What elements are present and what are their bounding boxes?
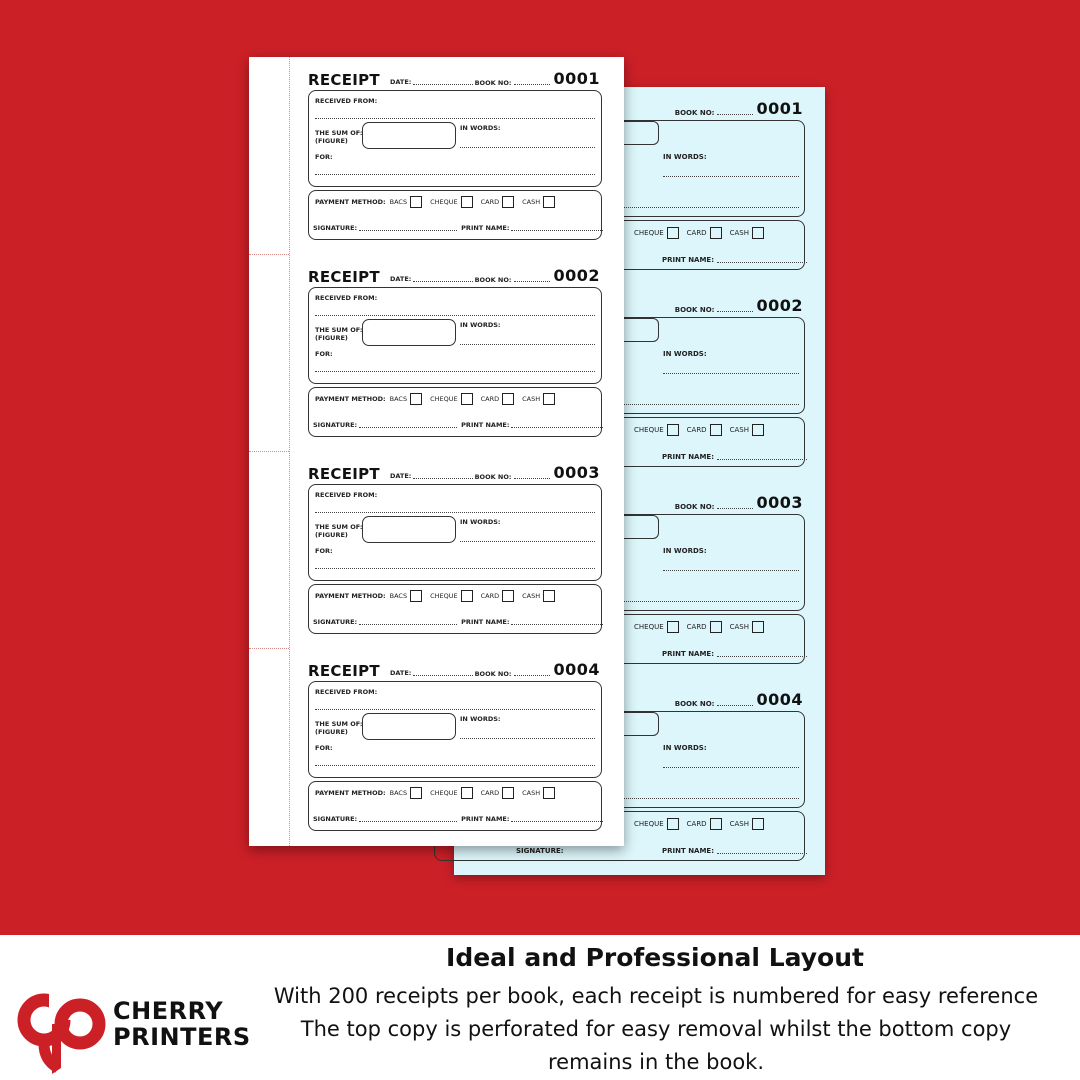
- in-words-label: IN WORDS:: [663, 153, 707, 161]
- checkbox[interactable]: [667, 818, 679, 830]
- figure-label: (FIGURE): [315, 137, 348, 145]
- signature-field[interactable]: [359, 821, 457, 822]
- sum-figure-box[interactable]: [362, 122, 456, 149]
- for-label: FOR:: [315, 153, 333, 161]
- sum-figure-box[interactable]: [362, 516, 456, 543]
- checkbox[interactable]: [410, 196, 422, 208]
- receipt-title: RECEIPT: [308, 662, 380, 680]
- signature-row: [313, 224, 603, 232]
- receipt-number: 0001: [756, 99, 803, 118]
- footer-heading: Ideal and Professional Layout: [446, 943, 864, 972]
- print-name-field[interactable]: [511, 427, 603, 428]
- checkbox[interactable]: [410, 590, 422, 602]
- checkbox[interactable]: [543, 393, 555, 405]
- print-name-label: PRINT NAME:: [662, 650, 715, 658]
- book-no-label: BOOK NO:: [474, 276, 512, 284]
- in-words-label: IN WORDS:: [663, 744, 707, 752]
- print-name-row: [662, 847, 807, 855]
- receipt-number: 0001: [553, 69, 600, 88]
- in-words-label: IN WORDS:: [663, 350, 707, 358]
- checkbox[interactable]: [667, 227, 679, 239]
- checkbox[interactable]: [461, 196, 473, 208]
- checkbox[interactable]: [461, 393, 473, 405]
- date-field[interactable]: [390, 472, 473, 480]
- received-from-field[interactable]: [315, 118, 595, 119]
- received-from-field[interactable]: [315, 512, 595, 513]
- figure-label: (FIGURE): [315, 728, 348, 736]
- brand-name: [113, 998, 251, 1050]
- print-name-row: [662, 650, 807, 658]
- payment-option-label: CHEQUE: [634, 426, 664, 434]
- print-name-label: PRINT NAME:: [461, 421, 510, 429]
- payment-method-label: PAYMENT METHOD:: [315, 789, 386, 797]
- checkbox[interactable]: [543, 590, 555, 602]
- payment-option-label: BACS: [389, 592, 408, 600]
- checkbox[interactable]: [543, 787, 555, 799]
- print-name-label: PRINT NAME:: [461, 815, 510, 823]
- checkbox[interactable]: [710, 621, 722, 633]
- payment-option-label: CARD: [686, 229, 707, 237]
- signature-label: SIGNATURE:: [313, 224, 358, 232]
- date-label: DATE:: [390, 669, 412, 677]
- payment-option-label: CHEQUE: [634, 229, 664, 237]
- receipt: [249, 254, 624, 451]
- received-from-label: RECEIVED FROM:: [315, 294, 378, 302]
- payment-option-label: BACS: [389, 198, 408, 206]
- payment-option-label: CHEQUE: [430, 395, 458, 403]
- receipt: [249, 451, 624, 648]
- checkbox[interactable]: [461, 787, 473, 799]
- in-words-label: IN WORDS:: [460, 124, 501, 132]
- receipt-title: RECEIPT: [308, 71, 380, 89]
- checkbox[interactable]: [410, 787, 422, 799]
- book-no-label: BOOK NO:: [474, 79, 512, 87]
- signature-field[interactable]: [359, 427, 457, 428]
- date-label: DATE:: [390, 275, 412, 283]
- in-words-label: IN WORDS:: [460, 518, 501, 526]
- book-no-label: BOOK NO:: [474, 473, 512, 481]
- in-words-field[interactable]: [460, 147, 595, 148]
- print-name-field[interactable]: [511, 821, 603, 822]
- signature-field[interactable]: [359, 624, 457, 625]
- book-no-label: BOOK NO:: [674, 109, 715, 117]
- footer-line: With 200 receipts per book, each receipt is numbered for easy reference: [273, 984, 1039, 1008]
- print-name-field[interactable]: [511, 624, 603, 625]
- payment-option-label: CHEQUE: [430, 592, 458, 600]
- payment-method-row: [315, 196, 563, 208]
- print-name-field[interactable]: [511, 230, 603, 231]
- payment-method-row: [315, 787, 563, 799]
- receipt-number: 0003: [553, 463, 600, 482]
- payment-option-label: CARD: [686, 426, 707, 434]
- payment-option-label: CASH: [729, 820, 749, 828]
- print-name-row: [662, 256, 807, 264]
- figure-label: (FIGURE): [315, 334, 348, 342]
- payment-option-label: CASH: [729, 623, 749, 631]
- figure-label: (FIGURE): [315, 531, 348, 539]
- payment-options: [634, 227, 772, 239]
- for-field[interactable]: [315, 371, 595, 372]
- payment-option-label: CARD: [686, 820, 707, 828]
- for-field[interactable]: [315, 765, 595, 766]
- date-field[interactable]: [390, 669, 473, 677]
- print-name-label: PRINT NAME:: [662, 453, 715, 461]
- sum-of-label: THE SUM OF:: [315, 523, 363, 531]
- checkbox[interactable]: [667, 621, 679, 633]
- sum-of-label: THE SUM OF:: [315, 129, 363, 137]
- payment-option-label: CASH: [522, 198, 541, 206]
- checkbox[interactable]: [710, 227, 722, 239]
- sum-of-label: THE SUM OF:: [315, 720, 363, 728]
- signature-label: SIGNATURE:: [516, 847, 564, 855]
- receipt-number: 0002: [756, 296, 803, 315]
- checkbox[interactable]: [752, 818, 764, 830]
- in-words-field[interactable]: [460, 344, 595, 345]
- received-from-label: RECEIVED FROM:: [315, 491, 378, 499]
- checkbox[interactable]: [410, 393, 422, 405]
- payment-option-label: CASH: [729, 426, 749, 434]
- payment-options: [634, 818, 772, 830]
- for-field[interactable]: [315, 174, 595, 175]
- payment-option-label: CARD: [480, 789, 500, 797]
- print-name-label: PRINT NAME:: [662, 847, 715, 855]
- print-name-label: PRINT NAME:: [461, 224, 510, 232]
- book-no-label: BOOK NO:: [674, 503, 715, 511]
- sum-figure-box[interactable]: [362, 319, 456, 346]
- in-words-label: IN WORDS:: [663, 547, 707, 555]
- logo-p-mark: [61, 1005, 99, 1043]
- receipt: [249, 648, 624, 845]
- receipt-number: 0003: [756, 493, 803, 512]
- for-field[interactable]: [315, 568, 595, 569]
- received-from-label: RECEIVED FROM:: [315, 97, 378, 105]
- book-no-label: BOOK NO:: [674, 700, 715, 708]
- sum-of-label: THE SUM OF:: [315, 326, 363, 334]
- for-label: FOR:: [315, 350, 333, 358]
- book-no-label: BOOK NO:: [474, 670, 512, 678]
- payment-option-label: CARD: [480, 592, 500, 600]
- receipt-number: 0002: [553, 266, 600, 285]
- in-words-label: IN WORDS:: [460, 715, 501, 723]
- checkbox[interactable]: [752, 621, 764, 633]
- brand-name-line2: PRINTERS: [113, 1023, 251, 1051]
- checkbox[interactable]: [752, 424, 764, 436]
- checkbox[interactable]: [502, 787, 514, 799]
- payment-option-label: CASH: [522, 395, 541, 403]
- date-field[interactable]: [390, 78, 473, 86]
- received-from-label: RECEIVED FROM:: [315, 688, 378, 696]
- footer-description: [232, 980, 1080, 1079]
- top-copy-sheet: [249, 57, 624, 846]
- footer-line: The top copy is perforated for easy removal whilst the bottom copy: [300, 1017, 1012, 1041]
- payment-method-label: PAYMENT METHOD:: [315, 592, 386, 600]
- payment-method-row: [315, 590, 563, 602]
- print-name-label: PRINT NAME:: [662, 256, 715, 264]
- payment-method-row: [315, 393, 563, 405]
- in-words-label: IN WORDS:: [460, 321, 501, 329]
- payment-method-label: PAYMENT METHOD:: [315, 395, 386, 403]
- in-words-field[interactable]: [460, 738, 595, 739]
- receipt-title: RECEIPT: [308, 465, 380, 483]
- date-field[interactable]: [390, 275, 473, 283]
- for-label: FOR:: [315, 547, 333, 555]
- brand-name-line1: CHERRY: [113, 997, 224, 1025]
- footer-line: remains in the book.: [548, 1050, 764, 1074]
- in-words-field[interactable]: [460, 541, 595, 542]
- payment-option-label: CARD: [480, 395, 500, 403]
- signature-label: SIGNATURE:: [313, 421, 358, 429]
- checkbox[interactable]: [502, 196, 514, 208]
- payment-options: [634, 621, 772, 633]
- signature-row: [313, 421, 603, 429]
- checkbox[interactable]: [710, 424, 722, 436]
- checkbox[interactable]: [752, 227, 764, 239]
- payment-option-label: CASH: [729, 229, 749, 237]
- payment-option-label: CARD: [480, 198, 500, 206]
- receipt-title: RECEIPT: [308, 268, 380, 286]
- signature-field[interactable]: [359, 230, 457, 231]
- for-label: FOR:: [315, 744, 333, 752]
- payment-option-label: CASH: [522, 592, 541, 600]
- checkbox[interactable]: [502, 590, 514, 602]
- signature-label: SIGNATURE:: [313, 815, 358, 823]
- checkbox[interactable]: [710, 818, 722, 830]
- checkbox[interactable]: [502, 393, 514, 405]
- receipt-number: 0004: [756, 690, 803, 709]
- payment-option-label: CHEQUE: [430, 789, 458, 797]
- date-label: DATE:: [390, 472, 412, 480]
- payment-option-label: CHEQUE: [634, 820, 664, 828]
- payment-option-label: CHEQUE: [430, 198, 458, 206]
- payment-method-label: PAYMENT METHOD:: [315, 198, 386, 206]
- book-no-label: BOOK NO:: [674, 306, 715, 314]
- print-name-row: [662, 453, 807, 461]
- received-from-field[interactable]: [315, 709, 595, 710]
- payment-option-label: CARD: [686, 623, 707, 631]
- signature-row: [313, 618, 603, 626]
- checkbox[interactable]: [461, 590, 473, 602]
- checkbox[interactable]: [543, 196, 555, 208]
- payment-option-label: BACS: [389, 395, 408, 403]
- receipt: [249, 57, 624, 254]
- sum-figure-box[interactable]: [362, 713, 456, 740]
- received-from-field[interactable]: [315, 315, 595, 316]
- print-name-label: PRINT NAME:: [461, 618, 510, 626]
- signature-row: [313, 815, 603, 823]
- payment-option-label: BACS: [389, 789, 408, 797]
- checkbox[interactable]: [667, 424, 679, 436]
- date-label: DATE:: [390, 78, 412, 86]
- payment-options: [634, 424, 772, 436]
- payment-option-label: CASH: [522, 789, 541, 797]
- receipt-number: 0004: [553, 660, 600, 679]
- payment-option-label: CHEQUE: [634, 623, 664, 631]
- signature-label: SIGNATURE:: [313, 618, 358, 626]
